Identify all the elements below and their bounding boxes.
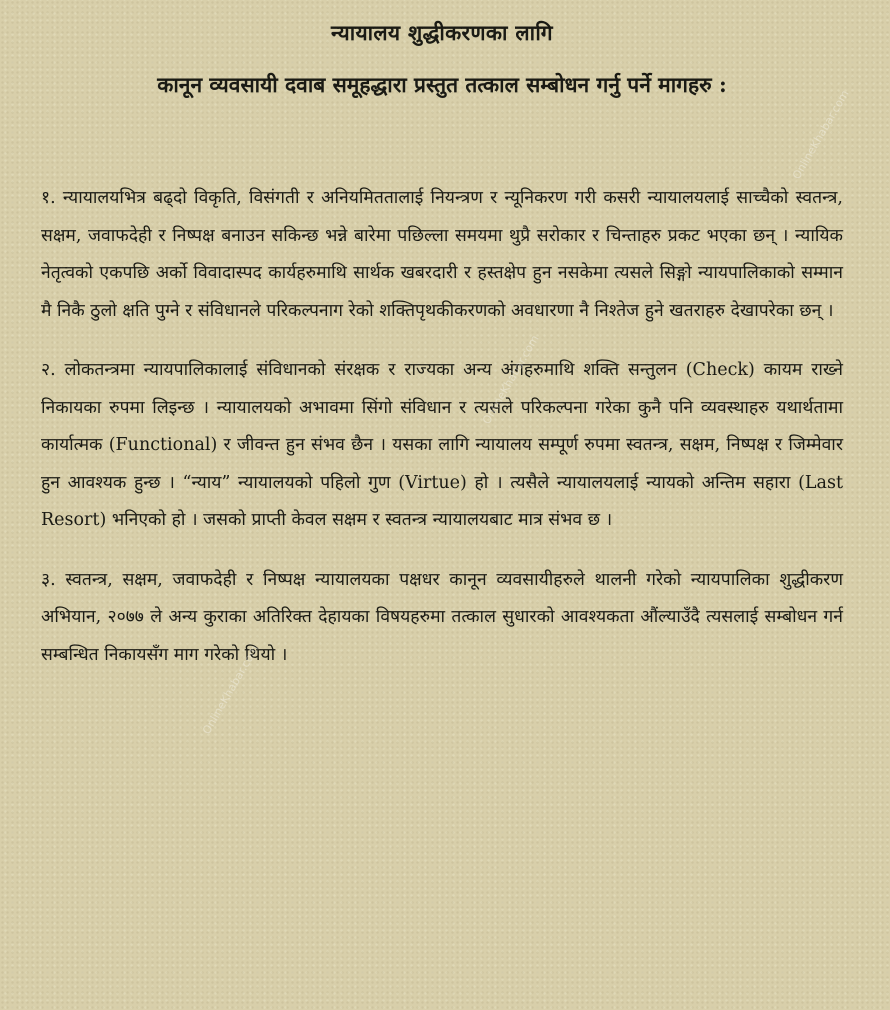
paragraph-2: २. लोकतन्त्रमा न्यायपालिकालाई संविधानको संरक्षक र राज्यका अन्य अंगहरुमाथि शक्ति सन्तुलन (Check) कायम राख्ने निकायका रुपमा लिइन्छ । न्यायालयको अभावमा सिंगो संविधान र त्यसले परिकल्पना गरेका कुनै पनि व्यवस्थाहरु यथार्थतामा कार्यात्मक (Functional) र जीवन्त हुन संभव छैन । यसका लागि न्यायालय सम्पूर्ण रुपमा स्वतन्त्र, सक्षम, निष्पक्ष र जिम्मेवार हुन आवश्यक हुन्छ । “न्याय” न्यायालयको पहिलो गुण (Virtue) हो । त्यसैले न्यायालयलाई न्यायको अन्तिम सहारा (Last Resort) भनिएको हो । जसको प्राप्ती केवल सक्षम र स्वतन्त्र न्यायालयबाट मात्र संभव छ । [41,360,843,530]
document-subtitle: कानून व्यवसायी दवाब समूहद्धारा प्रस्तुत तत्काल सम्बोधन गर्नु पर्ने मागहरु : [157,72,727,97]
watermark-text: OnlineKhabar.com [480,332,542,427]
document-title: न्यायालय शुद्धीकरणका लागि [331,20,553,45]
watermark-text: OnlineKhabar.com [200,642,262,737]
paragraph-3: ३. स्वतन्त्र, सक्षम, जवाफदेही र निष्पक्ष न्यायालयका पक्षधर कानून व्यवसायीहरुले थालनी गरेको न्यायपालिका शुद्धीकरण अभियान, २०७७ ले अन्य कुराका अतिरिक्त देहायका विषयहरुमा तत्काल सुधारको आवश्यकता औंल्याउँदै त्यसलाई सम्बोधन गर्न सम्बन्धित निकायसँग माग गरेको थियो । [41,569,843,665]
paragraph-1: १. न्यायालयभित्र बढ्दो विकृति, विसंगती र अनियमिततालाई नियन्त्रण र न्यूनिकरण गरी कसरी न्यायालयलाई साच्चैको स्वतन्त्र, सक्षम, जवाफदेही र निष्पक्ष बनाउन सकिन्छ भन्ने बारेमा पछिल्ला समयमा थुप्रै सरोकार र चिन्ताहरु प्रकट भएका छन् । न्यायिक नेतृत्वको एकपछि अर्को विवादास्पद कार्यहरुमाथि सार्थक खबरदारी र हस्तक्षेप हुन नसकेमा त्यसले सिङ्गो न्यायपालिकाको सम्मान मै निकै ठुलो क्षति पुग्ने र संविधानले परिकल्पनाग रेको शक्तिपृथकीकरणको अवधारणा नै निश्तेज हुने खतराहरु देखापरेका छन् । [41,188,843,321]
watermark-text: OnlineKhabar.com [790,87,852,182]
